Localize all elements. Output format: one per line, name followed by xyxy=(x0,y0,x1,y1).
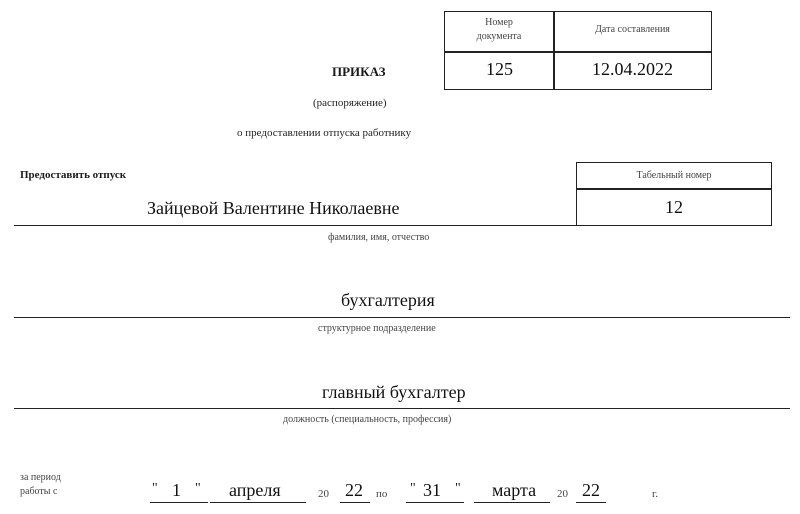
to-month-underline xyxy=(474,502,550,503)
grant-label: Предоставить отпуск xyxy=(20,169,127,181)
to-year-underline xyxy=(576,502,606,503)
doc-number-header: Номер документа xyxy=(476,17,522,42)
to-day: 31 xyxy=(423,480,441,500)
position-caption: должность (специальность, профессия) xyxy=(283,414,452,425)
doc-date-header: Дата составления xyxy=(595,24,670,35)
order-description: о предоставлении отпуска работнику xyxy=(237,127,412,139)
to-century: 20 xyxy=(557,488,568,500)
tab-number-value: 12 xyxy=(665,197,683,217)
doc-number-value: 125 xyxy=(486,59,513,79)
department-value: бухгалтерия xyxy=(341,290,435,310)
full-name-underline xyxy=(14,225,578,226)
period-label-line2: работы с xyxy=(20,486,58,497)
from-quote-close: " xyxy=(195,481,201,496)
order-title: ПРИКАЗ xyxy=(332,64,386,79)
from-month-underline xyxy=(210,502,306,503)
department-underline xyxy=(14,317,790,318)
from-day-underline xyxy=(150,502,208,503)
to-quote-close: " xyxy=(455,481,461,496)
full-name-caption: фамилия, имя, отчество xyxy=(328,232,430,243)
to-day-underline xyxy=(406,502,464,503)
from-century: 20 xyxy=(318,488,329,500)
to-word: по xyxy=(376,488,388,500)
from-year: 22 xyxy=(345,480,363,500)
position-value: главный бухгалтер xyxy=(322,382,466,402)
to-year: 22 xyxy=(582,480,600,500)
period-label-line1: за период xyxy=(20,472,61,483)
tab-number-header: Табельный номер xyxy=(636,170,712,181)
from-quote-open: " xyxy=(152,481,158,496)
from-year-underline xyxy=(340,502,370,503)
year-suffix: г. xyxy=(652,488,659,500)
from-month: апреля xyxy=(229,480,281,500)
employee-full-name: Зайцевой Валентине Николаевне xyxy=(147,198,400,218)
position-underline xyxy=(14,408,790,409)
doc-date-value: 12.04.2022 xyxy=(592,59,673,79)
order-subtitle: (распоряжение) xyxy=(313,97,387,109)
to-month: марта xyxy=(492,480,537,500)
to-quote-open: " xyxy=(410,481,416,496)
department-caption: структурное подразделение xyxy=(318,323,436,334)
from-day: 1 xyxy=(172,480,181,500)
